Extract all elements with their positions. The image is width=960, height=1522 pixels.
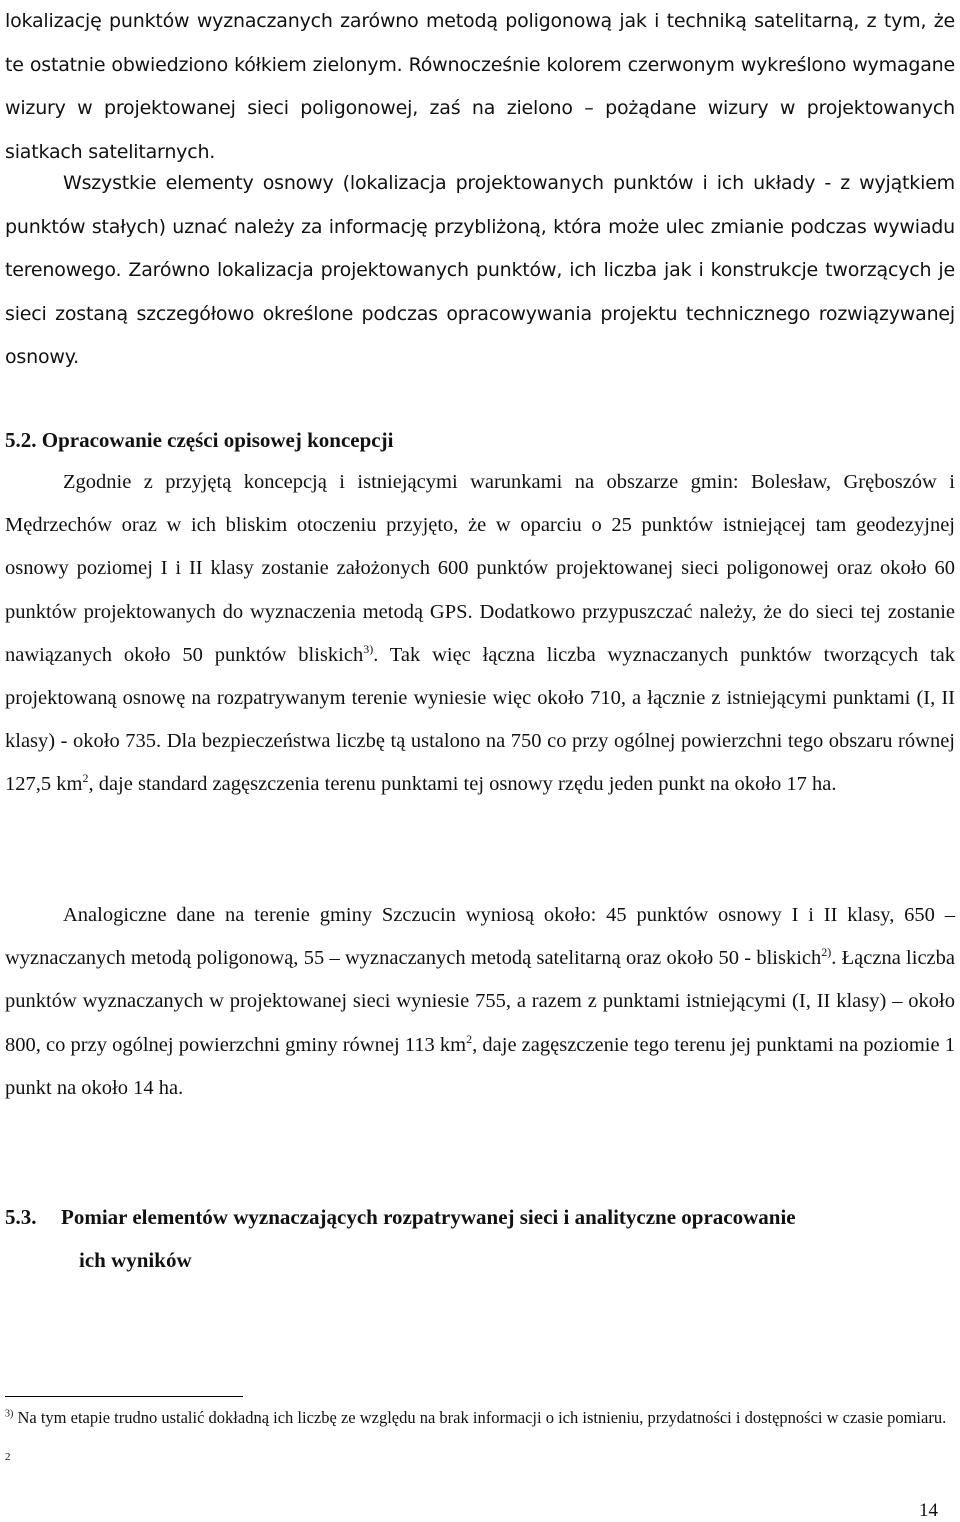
paragraph-4-text-b: . Łączna liczba punktów wyznaczanych w projektowanej sieci wyniesie 755, a razem z punktami istniejącymi (I, II klasy) – około 800, co przy ogólnej powierzchni gminy równej 113 km (5, 947, 955, 1056)
paragraph-1: lokalizację punktów wyznaczanych zarówno metodą poligonową jak i techniką satelitarną, z tym, że te ostatnie obwiedziono kółkiem zielonym. Równocześnie kolorem czerwonym wykreślono wymagane wizury w projektowanej sieci poligonowej, zaś na zielono – pożądane wizury w projektowanych siatkach satelitarnych. (5, 10, 955, 163)
section-title-line-2: ich wyników (79, 1248, 192, 1272)
paragraph-3-text-a: Zgodnie z przyjętą koncepcją i istniejącymi warunkami na obszarze gmin: Bolesław, Gręboszów i Mędrzechów oraz w ich bliskim otoczeniu przyjęto, że w oparciu o 25 punktów istniejącej tam geodezyjnej osnowy poziomej I i II klasy zostanie założonych 600 punktów projektowanej sieci poligonowej oraz około 60 punktów projektowanych do wyznaczenia metodą GPS. Dodatkowo przypuszczać należy, że do sieci tej zostanie nawiązanych około 50 punktów bliskich (5, 471, 955, 666)
footnote-ref-3: 3) (363, 641, 374, 656)
footnote-ref-2: 2) (821, 945, 832, 960)
section-number: 5.3. (5, 1205, 37, 1229)
paragraph-3 (5, 461, 955, 807)
footnote (5, 1405, 950, 1430)
section-heading-5-3 (5, 1196, 955, 1282)
section-title-line-1: Pomiar elementów wyznaczających rozpatrywanej sieci i analityczne opracowanie (61, 1205, 796, 1229)
paragraph-4-text-a: Analogiczne dane na terenie gminy Szczucin wyniosą około: 45 punktów osnowy I i II klasy, 650 – wyznaczanych metodą poligonową, 55 – wyznaczanych metodą satelitarną oraz około 50 - bliskich (5, 904, 955, 970)
footnote-separator (5, 1396, 243, 1397)
section-heading-5-2: 5.2. Opracowanie części opisowej koncepcji (5, 428, 394, 452)
footnote-marker: 3) (5, 1408, 14, 1420)
superscript-2b: 2 (466, 1031, 473, 1046)
paragraph-4 (5, 894, 955, 1110)
footnote-text: Na tym etapie trudno ustalić dokładną ich liczbę ze względu na brak informacji o ich istnieniu, przydatności i dostępności w czasie pomiaru. (13, 1408, 947, 1427)
paragraph-3-text-c: , daje standard zagęszczenia terenu punktami tej osnowy rzędu jeden punkt na około 17 ha. (88, 773, 837, 796)
page-number: 14 (919, 1500, 938, 1521)
paragraph-3-text-b: . Tak więc łączna liczba wyznaczanych punktów tworzących tak projektowaną osnowę na rozpatrywanym terenie wyniesie więc około 710, a łącznie z istniejącymi punktami (I, II klasy) - około 735. Dla bezpieczeństwa liczbę tą ustalono na 750 co przy ogólnej powierzchni tego obszaru równej 127,5 km (5, 643, 955, 796)
paragraph-2: Wszystkie elementy osnowy (lokalizacja projektowanych punktów i ich układy - z wyjątkiem punktów stałych) uznać należy za informację przybliżoną, która może ulec zmianie podczas wywiadu terenowego. Zarówno lokalizacja projektowanych punktów, ich liczba jak i konstrukcje tworzących je sieci zostaną szczegółowo określone podczas opracowywania projektu technicznego rozwiązywanej osnowy. (5, 172, 955, 368)
footnote-2-marker: 2 (5, 1451, 11, 1463)
paragraph-4-text-c: , daje zagęszczenie tego terenu jej punktami na poziomie 1 punkt na około 14 ha. (5, 1033, 955, 1099)
superscript-2: 2 (82, 771, 89, 786)
